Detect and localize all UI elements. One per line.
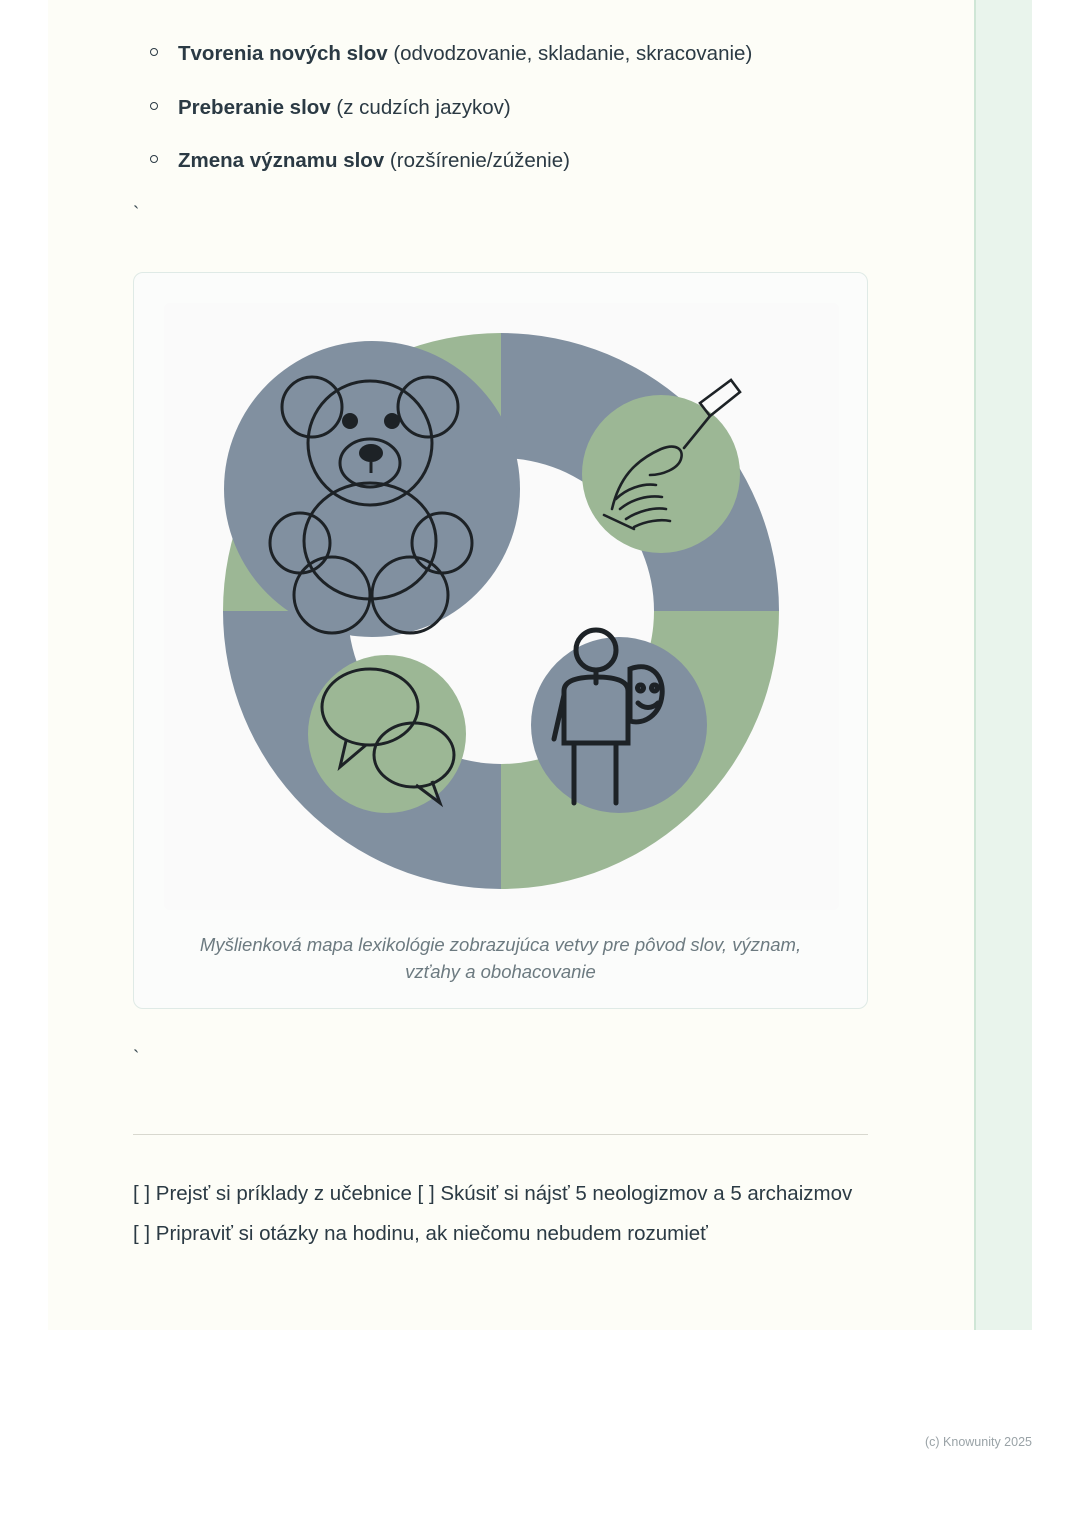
- teddy-bear-icon: [224, 341, 520, 637]
- stray-backtick-top: `: [133, 204, 140, 226]
- list-item: [178, 147, 978, 175]
- mindmap-illustration: [164, 303, 839, 910]
- list-item-bold: Tvorenia nových slov: [178, 42, 388, 65]
- list-item: [178, 40, 978, 68]
- list-item-bold: Zmena významu slov: [178, 149, 385, 173]
- bullet-marker-icon: [150, 48, 158, 56]
- checklist: [133, 1179, 923, 1249]
- page-accent-stripe: [974, 0, 1032, 1330]
- page-content: [88, 0, 978, 1260]
- speech-bubbles-icon: [308, 655, 466, 813]
- list-item: [178, 94, 978, 122]
- checklist-item: [ ] Prejsť si príklady z učebnice [ ] Skúsiť si nájsť 5 neologizmov a 5 archaizmov: [133, 1181, 853, 1205]
- figure-caption: Myšlienková mapa lexikológie zobrazujúca vetvy pre pôvod slov, význam, vzťahy a obohacovanie: [199, 934, 802, 982]
- list-item-rest: (rozšírenie/zúženie): [384, 149, 570, 173]
- list-item-rest: (z cudzích jazykov): [330, 95, 511, 119]
- checklist-item: [ ] Pripraviť si otázky na hodinu, ak niečomu nebudem rozumieť: [133, 1222, 708, 1246]
- stray-backtick-bottom: `: [133, 1047, 140, 1069]
- figure-image: [164, 303, 839, 910]
- bullet-marker-icon: [150, 155, 158, 163]
- document-page: [48, 0, 1032, 1330]
- figure-card: [133, 272, 868, 1009]
- list-item-bold: Preberanie slov: [178, 95, 331, 119]
- section-divider: [133, 1134, 868, 1135]
- bullet-marker-icon: [150, 102, 158, 110]
- bullet-list: [88, 40, 978, 175]
- list-item-rest: (odvodzovanie, skladanie, skracovanie): [387, 42, 753, 65]
- copyright-footer: (c) Knowunity 2025: [924, 1435, 1032, 1449]
